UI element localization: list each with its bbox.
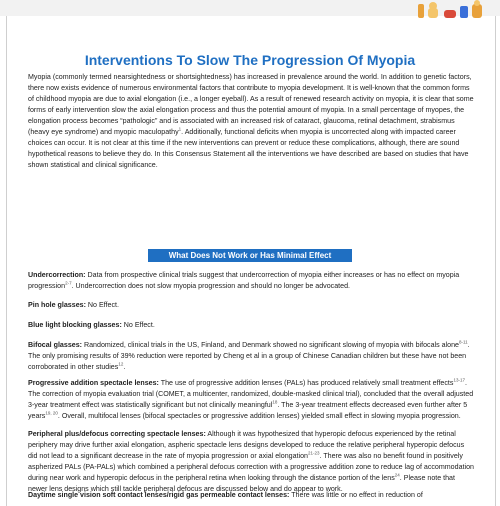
item-text: Randomized, clinical trials in the US, Finland, and Denmark showed no significant slowing of myopia with bifocals alone	[82, 341, 459, 349]
reference-superscript: 21-23	[307, 450, 320, 456]
item-text: . The only promising results of 39% reduction were reported by Cheng et al in a group of Chinese Canadian children but these have not been corroborated in other studies	[28, 341, 470, 371]
item-text: . Undercorrection does not slow myopia progression and should no longer be advocated.	[71, 282, 350, 290]
item-label: Undercorrection:	[28, 271, 86, 279]
intro-paragraph	[28, 72, 474, 171]
reference-superscript: 1	[178, 126, 182, 132]
reference-superscript: 2-7	[65, 280, 72, 286]
item-label: Blue light blocking glasses:	[28, 321, 122, 329]
item-blue-light-glasses	[28, 320, 474, 331]
reference-superscript: 24	[394, 472, 400, 478]
item-text: No Effect.	[85, 301, 119, 309]
item-label: Peripheral plus/defocus correcting spectacle lenses:	[28, 430, 206, 438]
item-label: Pin hole glasses:	[28, 301, 86, 309]
item-text: . The correction of myopia evaluation trial (COMET, a multicenter, randomized, double-masked clinical trial), concluded that the overall adjusted 3-year treatment effect was statistically significant but not clinically meaningful	[28, 379, 474, 409]
item-text: No Effect.	[121, 321, 155, 329]
section-heading: What Does Not Work or Has Minimal Effect	[148, 249, 352, 262]
item-text: . Please note that newer lens designs which still tackle peripheral defocus are discussed below and do appear to work.	[28, 474, 455, 493]
item-text: . The 3-year treatment effects decreased even further after 5 years	[28, 401, 468, 420]
mascot-illustration	[410, 0, 490, 22]
reference-superscript: 19, 20	[45, 410, 58, 416]
item-peripheral-defocus-lenses	[28, 429, 474, 495]
item-label: Daytime single vision soft contact lenses/rigid gas permeable contact lenses:	[28, 491, 290, 499]
reference-superscript: 13-17	[453, 377, 465, 383]
intro-text-continued: . Additionally, functional deficits when myopia is uncorrected along with impacted career choices can occur. It is not clear at this time if the new interventions can prevent or reduce these complications, although, there are sound hypothetical reasons to believe they do. In this Consensus Statement all the interventions we have described are based on studies that have shown statistical and clinical significance.	[28, 128, 469, 169]
item-label: Progressive addition spectacle lenses:	[28, 379, 159, 387]
item-text: . There was also no benefit found in positively aspherized PALs (PA-PALs) which combined a peripheral defocus correction with a progressive addition zone to reduce lag of accommodation during near work and hyperopic defocus in the peripheral retina when looking through the distance portion of the lens	[28, 452, 474, 482]
intro-text: Myopia (commonly termed nearsightedness or shortsightedness) has increased in prevalence around the world. In addition to genetic factors, there now exists evidence of numerous environmental factors that contribute to myopia development. It is well-known that the common forms of childhood myopia are due to axial elongation (i.e., a longer eyeball). As a result of renewed research activity on myopia, it is clear that some forms of early intervention slow the axial elongation process and thus the potential amount of myopia. In a small percentage of myopes, the elongation process becomes “pathologic” and is associated with an increased risk of cataract, glaucoma, retinal detachment, strabismus (heavy eye syndrome) and myopic maculopathy	[28, 73, 474, 136]
item-text: There was little or no effect in reduction of	[289, 491, 423, 499]
item-undercorrection	[28, 270, 474, 292]
reference-superscript: 12	[118, 361, 124, 367]
item-text: Data from prospective clinical trials suggest that undercorrection of myopia either increases or has no effect on myopia progression	[28, 271, 460, 290]
item-daytime-contact-lenses	[28, 490, 474, 501]
item-text: . Overall, multifocal lenses (bifocal spectacles or progressive addition lenses) yielded small effect in slowing myopia progression.	[57, 412, 461, 420]
item-text: .	[123, 363, 126, 371]
item-progressive-addition-lenses	[28, 378, 474, 422]
page-title: Interventions To Slow The Progression Of Myopia	[84, 52, 416, 68]
reference-superscript: 8-11	[458, 339, 468, 345]
item-bifocal-glasses	[28, 340, 474, 373]
item-label: Bifocal glasses:	[28, 341, 83, 349]
reference-superscript: 18	[272, 399, 278, 405]
item-text: The use of progressive addition lenses (PALs) has produced relatively small treatment effects	[158, 379, 454, 387]
item-text: Although it was hypothesized that hyperopic defocus experienced by the retinal periphery may drive further axial elongation, aspheric spectacle lens designs developed to reduce the relative peripheral hyperopic defocus did not lead to a significant decrease in the rate of myopia progression or axial elongation	[28, 430, 465, 460]
item-pin-hole-glasses	[28, 300, 474, 311]
